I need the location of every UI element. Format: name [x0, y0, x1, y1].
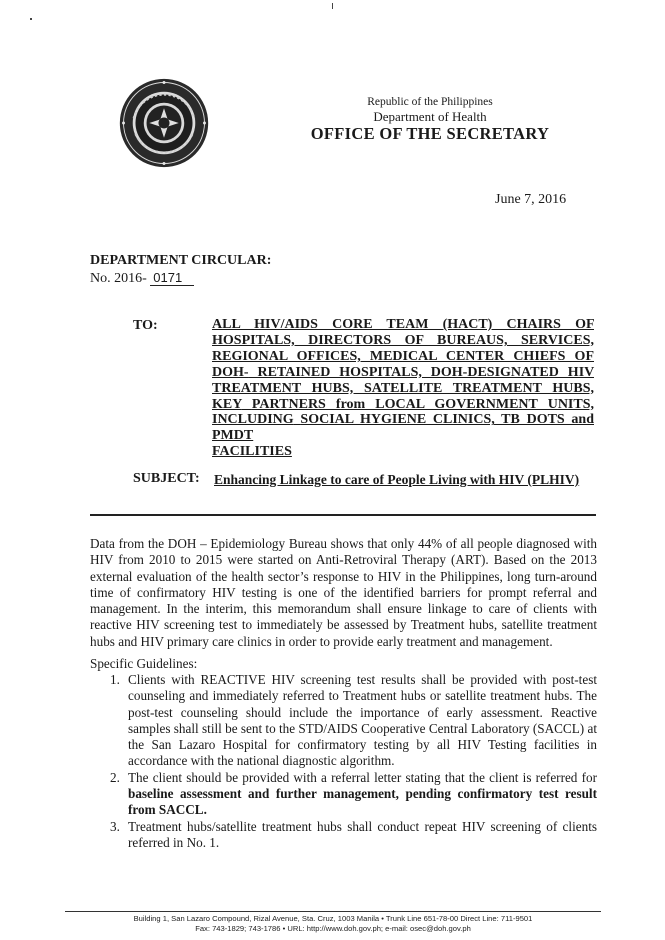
guidelines-list [90, 672, 597, 851]
footer-divider [65, 911, 601, 912]
to-line: HOSPITALS, DIRECTORS OF BUREAUS, SERVICES, [212, 332, 594, 348]
circular-number: 0171 [150, 270, 194, 286]
intro-paragraph: Data from the DOH – Epidemiology Bureau shows that only 44% of all people diagnosed with HIV from 2010 to 2015 were started on Anti-Retroviral Therapy (ART). Based on the 2013 external evaluation of the health sector’s response to HIV in the Philippines, long turn-around time of confirmatory HIV testing is one of the identified barriers for prompt referral and management. In the interim, this memorandum shall ensure linkage to care of clients with reactive HIV screening test to immediately be assessed by Treatment hubs, satellite treatment hubs and HIV primary care clinics in order to provide early treatment and management. [90, 536, 597, 649]
subject-text: Enhancing Linkage to care of People Living with HIV (PLHIV) [214, 472, 580, 487]
to-line: RETAINED HOSPITALS, DOH-DESIGNATED HIV [257, 364, 594, 380]
header-office: OFFICE OF THE SECRETARY [310, 124, 550, 143]
to-line: SOCIAL HYGIENE CLINICS, TB DOTS and PMDT [212, 412, 594, 444]
scan-speck [332, 3, 333, 9]
footer-address: Building 1, San Lazaro Compound, Rizal Avenue, Sta. Cruz, 1003 Manila • Trunk Line 651-78-00 Direct Line: 711-9501 [133, 914, 533, 923]
list-item [90, 819, 597, 852]
header-republic: Republic of the Philippines [367, 96, 493, 108]
list-item [90, 672, 597, 770]
to-line: ALL HIV/AIDS CORE TEAM (HACT) CHAIRS OF [212, 317, 594, 332]
list-item-number: 3. [110, 818, 120, 834]
divider [90, 514, 596, 516]
footer-contact: Fax: 743-1829; 743-1786 • URL: http://www.doh.gov.ph; e-mail: osec@doh.gov.ph [195, 924, 471, 933]
list-item [90, 770, 597, 819]
list-item-number: 1. [110, 672, 120, 687]
to-line: TREATMENT HUBS, SATELLITE TREATMENT HUBS, KEY [212, 380, 594, 412]
circular-label: DEPARTMENT CIRCULAR: [90, 253, 272, 268]
to-recipients [212, 317, 594, 460]
list-item-text: The client should be provided with a referral letter stating that the client is referred for [128, 769, 597, 785]
to-line: REGIONAL OFFICES, MEDICAL CENTER CHIEFS OF DOH- [212, 348, 594, 380]
scan-speck [30, 18, 32, 20]
subject-label: SUBJECT: [133, 471, 200, 486]
list-item-number: 2. [110, 769, 120, 785]
list-item-text: Treatment hubs/satellite treatment hubs shall conduct repeat HIV screening of clients referred in No. 1. [128, 818, 597, 850]
to-line: PARTNERS from LOCAL GOVERNMENT UNITS, INCLUDING [212, 396, 594, 428]
guidelines-heading: Specific Guidelines: [90, 656, 198, 671]
document-date: June 7, 2016 [495, 192, 567, 207]
list-item-bold-text: baseline assessment and further management, pending confirmatory test result from SACCL. [128, 786, 597, 818]
to-label: TO: [133, 318, 158, 333]
to-line: FACILITIES [212, 444, 292, 460]
list-item-text: Clients with REACTIVE HIV screening test results shall be provided with post-test counseling and immediately referred to Treatment hubs or satellite treatment hubs. The post-test counseling should include the importance of early assessment. Reactive samples shall still be sent to the STD/AIDS Cooperative Central Laboratory (SACCL) at the San Lazaro Hospital for confirmatory testing by all HIV Testing facilities in accordance with the national diagnostic algorithm. [128, 672, 597, 769]
circular-no-prefix: No. 2016- [90, 271, 147, 286]
header-department: Department of Health [373, 109, 487, 124]
circular-number-line [90, 270, 194, 287]
doh-seal-logo [118, 77, 210, 169]
